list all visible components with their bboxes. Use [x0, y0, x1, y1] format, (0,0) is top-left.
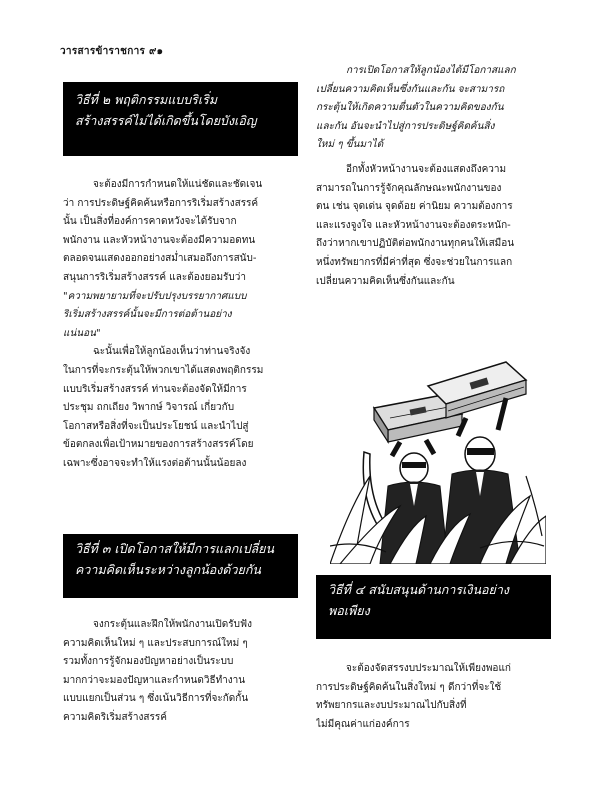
- text-line: ไม่มีคุณค่าแก่องค์การ: [316, 718, 410, 730]
- text-line: ความคิดริเริ่มสร้างสรรค์: [63, 711, 167, 723]
- text-line: การประดิษฐ์คิดค้นในสิ่งใหม่ ๆ ดีกว่าที่จะใช้: [316, 681, 502, 693]
- section-3-heading: [63, 534, 298, 598]
- text-line: โอกาสหรือสิ่งที่จะเป็นประโยชน์ และนำไปสู่: [63, 420, 249, 432]
- section-3-para-1: [63, 616, 298, 728]
- text-line: ข้อตกลงเพื่อเป้าหมายของการสร้างสรรค์โดย: [63, 439, 254, 451]
- text-line: สามารถในการรู้จักคุณลักษณะพนักงานของ: [316, 182, 502, 194]
- section-2-heading: [63, 82, 298, 156]
- text-line: สนุนการริเริ่มสร้างสรรค์ และต้องยอมรับว่า: [63, 271, 246, 283]
- supervisor-para: [316, 161, 551, 291]
- text-line: ฉะนั้นเพื่อให้ลูกน้องเห็นว่าท่านจริงจัง: [93, 346, 251, 358]
- text-line: จะต้องจัดสรรงบประมาณให้เพียงพอแก่: [346, 663, 511, 674]
- text-line: การเปิดโอกาสให้ลูกน้องได้มีโอกาสแลก: [346, 65, 516, 76]
- text-line: ในการที่จะกระตุ้นให้พวกเขาได้แสดงพฤติกรรม: [63, 364, 264, 376]
- section-2-para-1: [63, 176, 298, 288]
- text-line: แบบแยกเป็นส่วน ๆ ซึ่งเน้นวิธีการที่จะกัดกั้น: [63, 693, 249, 705]
- section-4-heading-line-1: วิธีที่ ๔ สนับสนุนด้านการเงินอย่าง: [328, 582, 509, 597]
- text-line: เฉพาะซึ่งอาจจะทำให้แรงต่อต้านนั้นน้อยลง: [63, 457, 247, 469]
- text-line: ประชุม ถกเถียง วิพากษ์ วิจารณ์ เกี่ยวกับ: [63, 402, 235, 414]
- section-3-heading-line-2: ความคิดเห็นระหว่างลูกน้องด้วยกัน: [75, 562, 261, 577]
- text-line: เปลี่ยนความคิดเห็นซึ่งกันและกัน จะสามารถ: [316, 83, 505, 95]
- text-line: ถึงว่าหากเขาปฏิบัติต่อพนักงานทุกคนให้เสมือน: [316, 238, 515, 250]
- section-4-body: [316, 660, 551, 734]
- text-line: หนึ่งทรัพยากรที่มีค่าที่สุด ซึ่งจะช่วยในการแลก: [316, 256, 513, 268]
- section-2-heading-line-1: วิธีที่ ๒ พฤติกรรมแบบริเริ่ม: [75, 92, 218, 107]
- text-line: กระตุ้นให้เกิดความตื่นตัวในความคิดของกัน: [316, 102, 504, 114]
- text-line: พนักงาน และหัวหน้างานจะต้องมีความอดทน: [63, 234, 256, 246]
- section-4-heading: [316, 575, 551, 639]
- text-line: นั้น เป็นสิ่งที่องค์การคาดหวังจะได้รับจาก: [63, 216, 237, 228]
- text-line: แบบริเริ่มสร้างสรรค์ ท่านจะต้องจัดให้มีการ: [63, 383, 247, 395]
- section-2-heading-line-2: สร้างสรรค์ไม่ได้เกิดขึ้นโดยบังเอิญ: [75, 113, 257, 128]
- section-2-quote: [63, 288, 298, 344]
- exchange-opinion-para: [316, 62, 551, 155]
- right-top-body: [316, 62, 551, 291]
- money-carrying-men-illustration-icon: [330, 356, 546, 564]
- section-2-para-2: [63, 343, 298, 473]
- text-line: แน่นอน": [63, 327, 101, 339]
- text-line: จงกระตุ้นและฝึกให้พนักงานเปิดรับฟัง: [93, 619, 252, 630]
- text-line: ความคิดเห็นใหม่ ๆ และประสบการณ์ใหม่ ๆ: [63, 637, 248, 649]
- text-line: เปลี่ยนความคิดเห็นซึ่งกันและกัน: [316, 275, 455, 287]
- text-line: ริเริ่มสร้างสรรค์นั้นจะมีการต่อต้านอย่าง: [63, 309, 232, 321]
- section-4-heading-line-2: พอเพียง: [328, 603, 370, 618]
- text-line: อีกทั้งหัวหน้างานจะต้องแสดงถึงความ: [346, 163, 507, 175]
- section-3-body: [63, 616, 298, 728]
- text-line: ใหม่ ๆ ขึ้นมาได้: [316, 139, 384, 151]
- text-line: ว่า การประดิษฐ์คิดค้นหรือการริเริ่มสร้างสรรค์: [63, 197, 259, 209]
- text-line: ตลอดจนแสดงออกอย่างสม่ำเสมอถึงการสนับ-: [63, 253, 257, 265]
- text-line: รวมทั้งการรู้จักมองปัญหาอย่างเป็นระบบ: [63, 656, 234, 668]
- text-line: และกัน อันจะนำไปสู่การประดิษฐ์คิดค้นสิ่ง: [316, 120, 495, 132]
- section-4-para-1: [316, 660, 551, 734]
- section-2-body: [63, 176, 298, 474]
- running-header: วารสารข้าราชการ ๙๑: [60, 46, 164, 57]
- text-line: ทรัพยากรและงบประมาณไปกับสิ่งที่: [316, 700, 467, 712]
- text-line: และแรงจูงใจ และหัวหน้างานจะต้องตระหนัก-: [316, 219, 511, 231]
- text-line: มากกว่าจะมองปัญหาและกำหนดวิธีทำงาน: [63, 674, 246, 686]
- text-line: "ความพยายามที่จะปรับปรุงบรรยากาศแบบ: [63, 290, 247, 302]
- section-3-heading-line-1: วิธีที่ ๓ เปิดโอกาสให้มีการแลกเปลี่ยน: [75, 541, 275, 556]
- text-line: จะต้องมีการกำหนดให้แน่ชัดและชัดเจน: [93, 179, 263, 190]
- text-line: ตน เช่น จุดเด่น จุดด้อย ค่านิยม ความต้องการ: [316, 201, 513, 213]
